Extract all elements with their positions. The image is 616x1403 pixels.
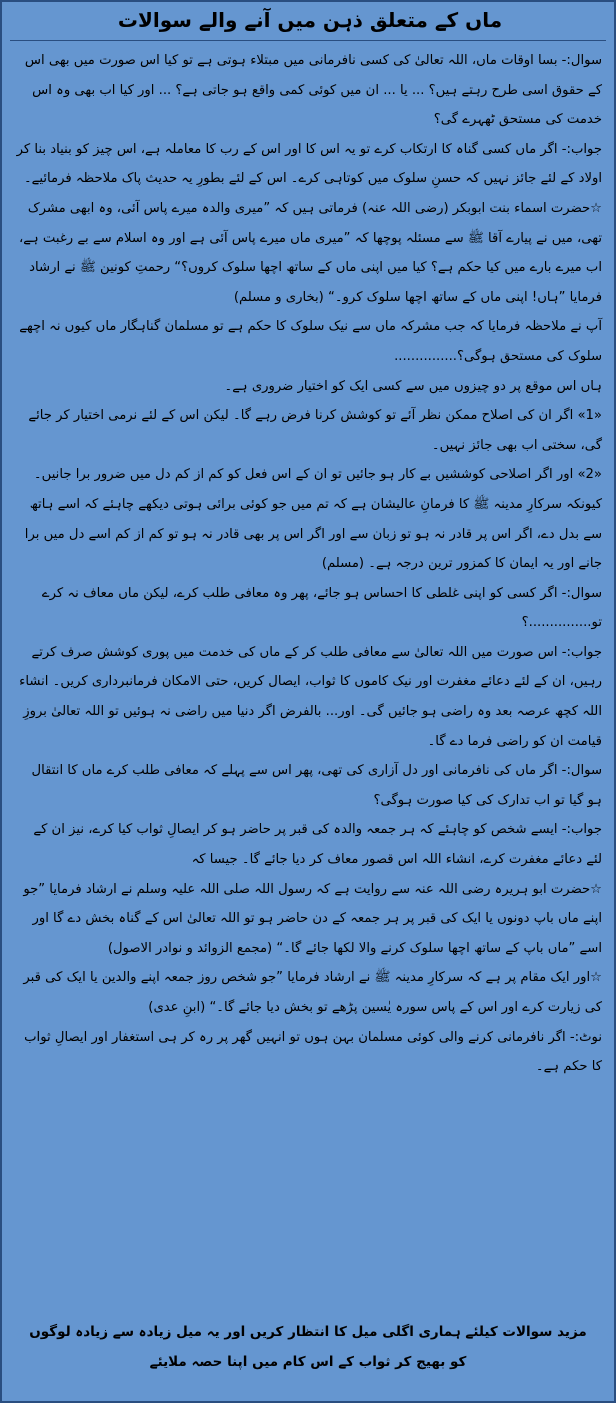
hadith-paragraph: ☆حضرت ابو ہریرہ رضی اللہ عنہ سے روایت ہے کہ رسول اللہ صلی اللہ علیہ وسلم نے ارشاد فرمایا ”جو اپنے ماں باپ دونوں یا ایک کی قبر پر ہر جمعہ کے دن حاضر ہو تو اللہ تعالیٰ اس کے گناہ بخش دے گا اور اسے ”ماں باپ کے ساتھ اچھا سلوک کرنے والا لکھا جائے گا۔“ (مجمع الزوائد و نوادر الاصول): [23, 881, 602, 956]
question-paragraph: سوال:- اگر ماں کی نافرمانی اور دل آزاری کی تھی، پھر اس سے پہلے کہ معافی طلب کرے ماں کا انتقال ہو گیا تو اب تدارک کی کیا صورت ہوگی؟: [31, 763, 602, 808]
question-paragraph: سوال:- اگر کسی کو اپنی غلطی کا احساس ہو جائے، پھر وہ معافی طلب کرے، لیکن ماں معاف نہ کرے تو...............؟: [41, 585, 602, 631]
hadith-paragraph: ☆اور ایک مقام پر ہے کہ سرکارِ مدینہ ﷺ نے ارشاد فرمایا ”جو شخص روز جمعہ اپنے والدین یا ایک کی قبر کی زیارت کرے اور اس کے پاس سورہ یٰسین پڑھے تو بخش دیا جائے گا۔“ (ابنِ عدی): [23, 970, 602, 1015]
option-1-paragraph: «1» اگر ان کی اصلاح ممکن نظر آئے تو کوشش کرنا فرض رہے گا۔ لیکن اس کے لئے نرمی اختیار کر جائے گی، سختی اب بھی جائز نہیں۔: [28, 408, 602, 453]
article-body: [14, 46, 602, 1082]
answer-paragraph: جواب:- اگر ماں کسی گناہ کا ارتکاب کرے تو یہ اس کا اور اس کے رب کا معاملہ ہے، اس چیز کو بنیاد بنا کر اولاد کے لئے جائز نہیں کہ حسنِ سلوک میں کوتاہی کرے۔ اس کے لئے بطورِ یہ حدیث پاک ملاحظہ فرمائیے۔: [16, 141, 602, 187]
page-title: ماں کے متعلق ذہن میں آنے والے سوالات: [117, 8, 503, 32]
answer-paragraph: جواب:- اس صورت میں اللہ تعالیٰ سے معافی طلب کر کے ماں کی خدمت میں پوری کوشش صرف کرتے رہیں، ان کے لئے دعائے مغفرت اور نیک کاموں کا ثواب، ایصال کریں، حتی الامکان فرمانبرداری کریں۔ انشاء اللہ کچھ عرصہ بعد وہ راضی ہو جائیں گی۔ اور... بالفرض اگر دنیا میں راضی نہ ہوئیں تو اللہ تعالیٰ بروزِ قیامت ان کو راضی فرما دے گا۔: [19, 644, 602, 749]
question-paragraph: سوال:- بسا اوقات ماں، اللہ تعالیٰ کی کسی نافرمانی میں مبتلاء ہوتی ہے تو کیا اس صورت میں بھی اس کے حقوق اسی طرح رہتے ہیں؟ ... یا ... ان میں کوئی کمی واقع ہو جاتی ہے؟ ... اور کیا اب بھی وہ اس خدمت کی مستحق ٹھہرے گی؟: [24, 53, 602, 128]
option-intro-paragraph: ہاں اس موقع پر دو چیزوں میں سے کسی ایک کو اختیار ضروری ہے۔: [224, 378, 602, 394]
footer-note: مزید سوالات کیلئے ہماری اگلی میل کا انتظار کریں اور یہ میل زیادہ سے زیادہ لوگوں کو بھیج کر ثواب کے اس کام میں اپنا حصہ ملایئے: [29, 1324, 587, 1370]
answer-paragraph: جواب:- ایسے شخص کو چاہئے کہ ہر جمعہ والدہ کی قبر پر حاضر ہو کر ایصالِ ثواب کیا کرے، نیز ان کے لئے دعائے مغفرت کرے، انشاء اللہ اس قصور معاف کر دیا جائے گا۔ جیسا کہ: [33, 822, 602, 868]
note-paragraph: نوٹ:- اگر نافرمانی کرنے والی کوئی مسلمان بہن ہوں تو انہیں گھر پر رہ کر ہی استغفار اور ایصالِ ثواب کا حکم ہے۔: [24, 1029, 602, 1075]
hadith-paragraph: ☆حضرت اسماء بنت ابوبکر (رضی اللہ عنہ) فرماتی ہیں کہ ”میری والدہ میرے پاس آئی، وہ ابھی مشرک تھی، میں نے پیارے آقا ﷺ سے مسئلہ پوچھا کہ ”میری ماں میرے پاس آئی ہے اور وہ اسلام سے بے رغبت ہے، اب میرے بارے میں کیا حکم ہے؟ کیا میں اپنی ماں کے ساتھ اچھا سلوک کروں؟“ رحمتِ کونین ﷺ نے ارشاد فرمایا ”ہاں! اپنی ماں کے ساتھ اچھا سلوک کرو۔“ (بخاری و مسلم): [19, 200, 602, 305]
commentary-paragraph: آپ نے ملاحظہ فرمایا کہ جب مشرکہ ماں سے نیک سلوک کا حکم ہے تو مسلمان گناہگار ماں کیوں نہ اچھے سلوک کی مستحق ہوگی؟...............: [19, 319, 602, 364]
title-divider: [10, 40, 606, 41]
option-2-paragraph: «2» اور اگر اصلاحی کوششیں بے کار ہو جائیں تو ان کے اس فعل کو کم از کم دل میں ضرور برا جانیں۔ کیونکہ سرکارِ مدینہ ﷺ کا فرمانِ عالیشان ہے کہ تم میں جو کوئی برائی ہوتی دیکھے چاہئے کہ اسے ہاتھ سے بدل دے، اگر اس پر قادر نہ ہو تو زبان سے اور اگر اس پر بھی قادر نہ ہو تو کم از کم اسے دل میں برا جانے اور یہ ایمان کا کمزور ترین درجہ ہے۔ (مسلم): [24, 467, 602, 572]
